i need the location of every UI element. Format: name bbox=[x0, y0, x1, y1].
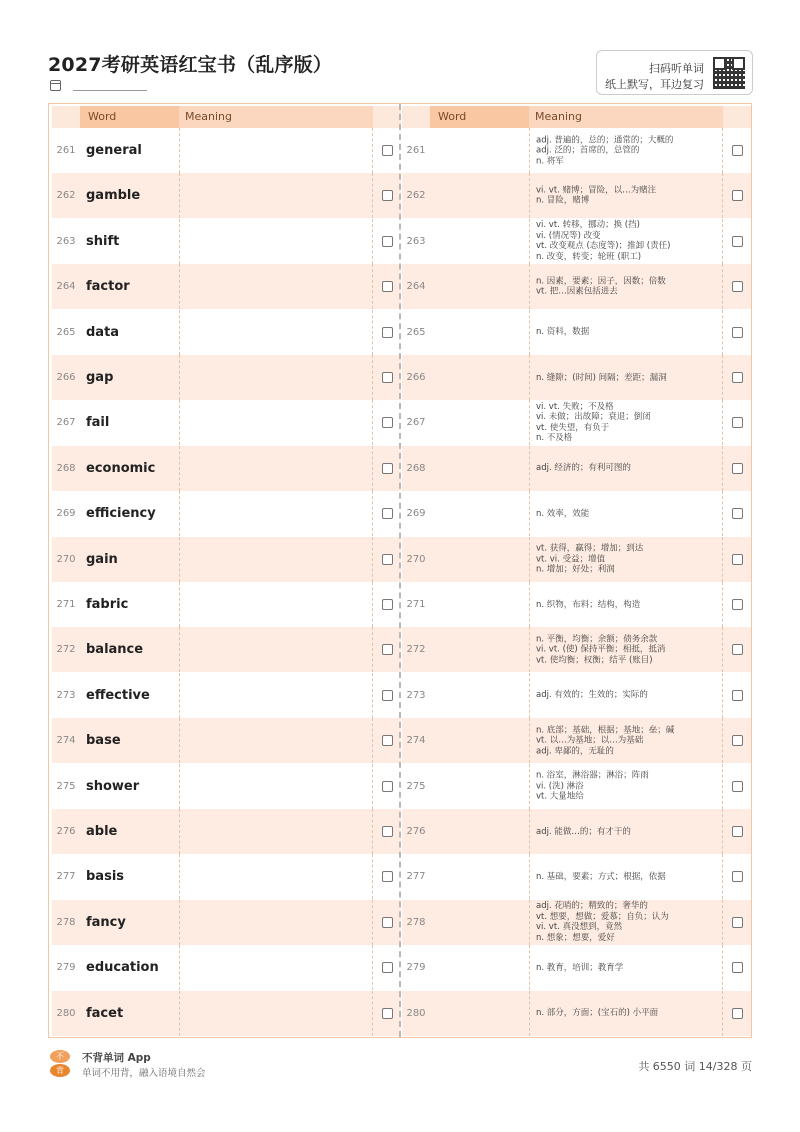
review-checkbox[interactable] bbox=[382, 826, 393, 837]
table-row bbox=[52, 310, 401, 355]
word-cell: shower bbox=[86, 778, 140, 794]
word-cell: data bbox=[86, 324, 120, 340]
table-row bbox=[402, 400, 751, 445]
table-row bbox=[402, 128, 751, 173]
review-checkbox[interactable] bbox=[732, 690, 743, 701]
table-row bbox=[52, 537, 401, 582]
meaning-blank-cell bbox=[179, 537, 373, 582]
meaning-text: adj. 能做…的；有才干的 bbox=[536, 826, 631, 837]
word-blank-cell bbox=[430, 355, 529, 400]
meaning-text: n. 因素，要素；因子，因数；倍数 vt. 把…因素包括进去 bbox=[536, 276, 666, 297]
review-checkbox[interactable] bbox=[732, 417, 743, 428]
meaning-blank-cell bbox=[179, 900, 373, 945]
meaning-cell bbox=[529, 900, 723, 945]
row-number: 265 bbox=[406, 326, 426, 338]
review-checkbox[interactable] bbox=[382, 417, 393, 428]
meaning-text: n. 织物，布料；结构，构造 bbox=[536, 599, 641, 610]
review-checkbox[interactable] bbox=[382, 145, 393, 156]
qr-caption-listen: 扫码听单词 bbox=[649, 62, 704, 75]
review-checkbox[interactable] bbox=[732, 871, 743, 882]
vocab-sheet bbox=[48, 103, 752, 1038]
meaning-cell bbox=[529, 945, 723, 990]
meaning-cell bbox=[529, 355, 723, 400]
word-blank-cell bbox=[430, 900, 529, 945]
review-checkbox[interactable] bbox=[732, 281, 743, 292]
meaning-text: n. 浴室，淋浴器；淋浴；阵雨 vi. (洗) 淋浴 vt. 大量地给 bbox=[536, 770, 649, 802]
meaning-text: vi. vt. 赌博；冒险，以…为赌注 n. 冒险，赌博 bbox=[536, 185, 657, 206]
word-blank-cell bbox=[430, 537, 529, 582]
word-cell: general bbox=[86, 143, 142, 158]
review-checkbox[interactable] bbox=[382, 281, 393, 292]
review-checkbox[interactable] bbox=[732, 962, 743, 973]
table-row bbox=[52, 355, 401, 400]
review-checkbox[interactable] bbox=[382, 690, 393, 701]
review-checkbox[interactable] bbox=[732, 917, 743, 928]
meaning-blank-cell bbox=[179, 400, 373, 445]
word-cell: economic bbox=[86, 460, 156, 476]
table-row bbox=[52, 264, 401, 309]
word-blank-cell bbox=[430, 991, 529, 1036]
meaning-text: n. 效率，效能 bbox=[536, 508, 590, 519]
app-logo bbox=[50, 1050, 72, 1078]
word-cell: shift bbox=[86, 233, 120, 249]
word-cell: gap bbox=[86, 370, 114, 385]
row-number: 267 bbox=[406, 417, 426, 429]
row-number: 277 bbox=[56, 871, 76, 883]
app-slogan: 单词不用背，融入语境自然会 bbox=[82, 1068, 206, 1079]
row-number: 261 bbox=[406, 145, 426, 156]
meaning-blank-cell bbox=[179, 128, 373, 173]
word-cell: fabric bbox=[86, 597, 129, 612]
meaning-text: vi. vt. 失败；不及格 vi. 未做；出故障；衰退；倒闭 vt. 使失望，有负于 n. 不及格 bbox=[536, 401, 651, 444]
meaning-text: vi. vt. 转移，挪动；换 (挡) vi. (情况等) 改变 vt. 改变观点 (态度等)；推卸 (责任) n. 改变，转变；轮班 (职工) bbox=[536, 220, 671, 262]
word-cell: effective bbox=[86, 687, 150, 703]
table-row bbox=[52, 809, 401, 854]
row-number: 266 bbox=[406, 372, 426, 383]
review-checkbox[interactable] bbox=[732, 327, 743, 338]
word-panel bbox=[52, 104, 401, 1037]
page-info: 共 6550 词 14/328 页 bbox=[638, 1060, 752, 1073]
meaning-text: n. 平衡，均衡；余额；债务余款 vi. vt. (使) 保持平衡；相抵，抵消 vt. 使均衡；权衡；结平 (账目) bbox=[536, 634, 666, 666]
logo-top: 不 bbox=[50, 1050, 70, 1063]
meaning-blank-cell bbox=[179, 764, 373, 809]
word-blank-cell bbox=[430, 718, 529, 763]
row-number: 264 bbox=[406, 281, 426, 293]
word-cell: basis bbox=[86, 869, 125, 885]
word-blank-cell bbox=[430, 582, 529, 627]
row-number: 273 bbox=[406, 689, 426, 701]
meaning-blank-cell bbox=[179, 310, 373, 355]
meaning-cell bbox=[529, 627, 723, 672]
date-row bbox=[50, 80, 147, 91]
word-cell: education bbox=[86, 960, 159, 976]
table-row bbox=[52, 945, 401, 990]
review-checkbox[interactable] bbox=[732, 145, 743, 156]
table-row bbox=[402, 310, 751, 355]
row-number: 262 bbox=[406, 190, 426, 202]
qr-caption-review: 纸上默写，耳边复习 bbox=[605, 78, 704, 91]
word-blank-cell bbox=[430, 491, 529, 536]
table-row bbox=[52, 219, 401, 264]
review-checkbox[interactable] bbox=[382, 236, 393, 247]
word-cell: able bbox=[86, 824, 118, 839]
row-number: 264 bbox=[56, 281, 76, 293]
word-blank-cell bbox=[430, 264, 529, 309]
word-blank-cell bbox=[430, 673, 529, 718]
review-checkbox[interactable] bbox=[382, 508, 393, 519]
table-row bbox=[52, 582, 401, 627]
column-header-word: Word bbox=[430, 106, 529, 128]
review-checkbox[interactable] bbox=[382, 1008, 393, 1019]
table-row bbox=[52, 718, 401, 763]
qr-audio-box[interactable] bbox=[596, 50, 753, 95]
table-row bbox=[402, 764, 751, 809]
row-number: 263 bbox=[56, 235, 76, 247]
meaning-blank-cell bbox=[179, 219, 373, 264]
review-checkbox[interactable] bbox=[732, 599, 743, 610]
row-number: 276 bbox=[56, 826, 76, 837]
table-row bbox=[52, 491, 401, 536]
fold-divider bbox=[399, 104, 401, 1037]
row-number: 278 bbox=[406, 916, 426, 928]
meaning-cell bbox=[529, 582, 723, 627]
meaning-text: n. 教育，培训；教育学 bbox=[536, 962, 624, 973]
meaning-cell bbox=[529, 491, 723, 536]
row-number: 272 bbox=[56, 644, 76, 656]
review-checkbox[interactable] bbox=[732, 781, 743, 792]
meaning-blank-cell bbox=[179, 446, 373, 491]
row-number: 273 bbox=[56, 689, 76, 701]
review-checkbox[interactable] bbox=[382, 554, 393, 565]
meaning-blank-cell bbox=[179, 991, 373, 1036]
review-checkbox[interactable] bbox=[382, 962, 393, 973]
row-number: 274 bbox=[406, 735, 426, 747]
row-number: 270 bbox=[56, 553, 76, 565]
meaning-blank-cell bbox=[179, 718, 373, 763]
word-blank-cell bbox=[430, 128, 529, 173]
meaning-blank-cell bbox=[179, 809, 373, 854]
meaning-cell bbox=[529, 264, 723, 309]
table-row bbox=[52, 173, 401, 218]
meaning-cell bbox=[529, 173, 723, 218]
row-number: 271 bbox=[406, 599, 426, 610]
meaning-text: vt. 获得，赢得；增加；到达 vt. vi. 受益；增值 n. 增加；好处；利润 bbox=[536, 543, 644, 575]
word-blank-cell bbox=[430, 627, 529, 672]
review-checkbox[interactable] bbox=[382, 644, 393, 655]
review-checkbox[interactable] bbox=[732, 826, 743, 837]
table-row bbox=[52, 854, 401, 899]
word-blank-cell bbox=[430, 764, 529, 809]
meaning-cell bbox=[529, 809, 723, 854]
word-cell: gain bbox=[86, 551, 118, 567]
row-number: 277 bbox=[406, 871, 426, 883]
meaning-text: n. 缝隙；(时间) 间隔；差距；漏洞 bbox=[536, 372, 667, 383]
table-row bbox=[402, 673, 751, 718]
meaning-blank-cell bbox=[179, 264, 373, 309]
table-row bbox=[402, 627, 751, 672]
word-cell: fail bbox=[86, 415, 110, 431]
meaning-text: adj. 花哨的；精致的；奢华的 vt. 想要，想做；爱慕；自负；认为 vi. vt. 真没想到，竟然 n. 想象；想要，爱好 bbox=[536, 901, 669, 943]
meaning-text: adj. 有效的；生效的；实际的 bbox=[536, 690, 648, 701]
word-blank-cell bbox=[430, 446, 529, 491]
table-row bbox=[402, 491, 751, 536]
meaning-cell bbox=[529, 854, 723, 899]
meaning-blank-cell bbox=[179, 582, 373, 627]
meaning-cell bbox=[529, 400, 723, 445]
row-number: 261 bbox=[56, 145, 76, 156]
row-number: 268 bbox=[406, 462, 426, 474]
page-title: 2027考研英语红宝书（乱序版） bbox=[48, 54, 333, 76]
meaning-cell bbox=[529, 718, 723, 763]
review-checkbox[interactable] bbox=[732, 735, 743, 746]
meaning-text: n. 部分，方面；(宝石的) 小平面 bbox=[536, 1007, 659, 1018]
calendar-icon bbox=[50, 80, 61, 91]
row-number: 272 bbox=[406, 644, 426, 656]
column-header-meaning: Meaning bbox=[529, 106, 723, 128]
row-number: 270 bbox=[406, 553, 426, 565]
word-cell: base bbox=[86, 733, 121, 749]
table-row bbox=[52, 991, 401, 1036]
meaning-cell bbox=[529, 991, 723, 1036]
table-row bbox=[402, 945, 751, 990]
table-row bbox=[402, 809, 751, 854]
table-row bbox=[52, 673, 401, 718]
row-number: 275 bbox=[56, 780, 76, 792]
table-header bbox=[52, 106, 401, 128]
review-checkbox[interactable] bbox=[732, 236, 743, 247]
word-blank-cell bbox=[430, 854, 529, 899]
review-checkbox[interactable] bbox=[382, 871, 393, 882]
meaning-blank-cell bbox=[179, 673, 373, 718]
table-row bbox=[402, 718, 751, 763]
table-row bbox=[52, 446, 401, 491]
table-row bbox=[402, 900, 751, 945]
table-row bbox=[402, 264, 751, 309]
table-row bbox=[402, 582, 751, 627]
meaning-text: adj. 普遍的，总的；通常的；大概的 adj. 泛的；首席的，总管的 n. 将军 bbox=[536, 134, 674, 166]
word-cell: facet bbox=[86, 1005, 124, 1021]
meaning-blank-cell bbox=[179, 854, 373, 899]
word-blank-cell bbox=[430, 219, 529, 264]
row-number: 263 bbox=[406, 235, 426, 247]
review-checkbox[interactable] bbox=[732, 644, 743, 655]
meaning-blank-cell bbox=[179, 173, 373, 218]
meaning-cell bbox=[529, 310, 723, 355]
row-number: 280 bbox=[406, 1007, 426, 1019]
column-header-word: Word bbox=[80, 106, 179, 128]
word-blank-cell bbox=[430, 310, 529, 355]
table-row bbox=[402, 355, 751, 400]
review-checkbox[interactable] bbox=[732, 463, 743, 474]
table-row bbox=[402, 219, 751, 264]
meaning-text: n. 底部；基础，根据；基地；垒；碱 vt. 以…为基地；以…为基础 adj. 卑鄙的，无耻的 bbox=[536, 724, 675, 756]
meaning-text: n. 基础，要素；方式；根据，依据 bbox=[536, 871, 666, 882]
table-row bbox=[402, 537, 751, 582]
row-number: 268 bbox=[56, 462, 76, 474]
row-number: 266 bbox=[56, 372, 76, 383]
meaning-cell bbox=[529, 446, 723, 491]
meaning-blank-cell bbox=[179, 355, 373, 400]
row-number: 262 bbox=[56, 190, 76, 202]
word-blank-cell bbox=[430, 809, 529, 854]
review-checkbox[interactable] bbox=[382, 735, 393, 746]
meaning-text: n. 资料，数据 bbox=[536, 326, 590, 337]
review-checkbox[interactable] bbox=[382, 781, 393, 792]
row-number: 279 bbox=[406, 962, 426, 974]
qr-code-icon[interactable] bbox=[713, 57, 745, 89]
word-cell: factor bbox=[86, 279, 130, 295]
word-blank-cell bbox=[430, 400, 529, 445]
review-checkbox[interactable] bbox=[732, 508, 743, 519]
table-row bbox=[52, 900, 401, 945]
review-checkbox[interactable] bbox=[732, 554, 743, 565]
meaning-panel bbox=[402, 104, 751, 1037]
table-row bbox=[52, 128, 401, 173]
row-number: 280 bbox=[56, 1007, 76, 1019]
review-checkbox[interactable] bbox=[382, 917, 393, 928]
word-cell: balance bbox=[86, 642, 144, 658]
meaning-cell bbox=[529, 219, 723, 264]
row-number: 265 bbox=[56, 326, 76, 338]
table-row bbox=[402, 173, 751, 218]
review-checkbox[interactable] bbox=[382, 190, 393, 201]
row-number: 269 bbox=[406, 508, 426, 520]
review-checkbox[interactable] bbox=[382, 372, 393, 383]
meaning-cell bbox=[529, 673, 723, 718]
meaning-blank-cell bbox=[179, 627, 373, 672]
review-checkbox[interactable] bbox=[732, 1008, 743, 1019]
table-row bbox=[402, 446, 751, 491]
table-row bbox=[52, 627, 401, 672]
meaning-blank-cell bbox=[179, 945, 373, 990]
review-checkbox[interactable] bbox=[732, 190, 743, 201]
table-row bbox=[402, 991, 751, 1036]
table-row bbox=[52, 764, 401, 809]
column-header-meaning: Meaning bbox=[179, 106, 373, 128]
word-cell: fancy bbox=[86, 914, 126, 930]
review-checkbox[interactable] bbox=[382, 327, 393, 338]
meaning-text: adj. 经济的；有利可图的 bbox=[536, 463, 631, 474]
row-number: 269 bbox=[56, 508, 76, 520]
row-number: 271 bbox=[56, 599, 76, 610]
meaning-cell bbox=[529, 764, 723, 809]
row-number: 267 bbox=[56, 417, 76, 429]
logo-bottom: 背 bbox=[50, 1064, 70, 1077]
row-number: 275 bbox=[406, 780, 426, 792]
meaning-cell bbox=[529, 537, 723, 582]
word-blank-cell bbox=[430, 173, 529, 218]
date-blank-line bbox=[73, 90, 147, 91]
table-row bbox=[402, 854, 751, 899]
app-name: 不背单词 App bbox=[82, 1052, 151, 1064]
review-checkbox[interactable] bbox=[732, 372, 743, 383]
table-header bbox=[402, 106, 751, 128]
row-number: 279 bbox=[56, 962, 76, 974]
row-number: 276 bbox=[406, 826, 426, 837]
row-number: 278 bbox=[56, 916, 76, 928]
row-number: 274 bbox=[56, 735, 76, 747]
word-cell: efficiency bbox=[86, 506, 156, 522]
meaning-cell bbox=[529, 128, 723, 173]
review-checkbox[interactable] bbox=[382, 599, 393, 610]
word-blank-cell bbox=[430, 945, 529, 990]
meaning-blank-cell bbox=[179, 491, 373, 536]
table-row bbox=[52, 400, 401, 445]
review-checkbox[interactable] bbox=[382, 463, 393, 474]
word-cell: gamble bbox=[86, 188, 141, 204]
